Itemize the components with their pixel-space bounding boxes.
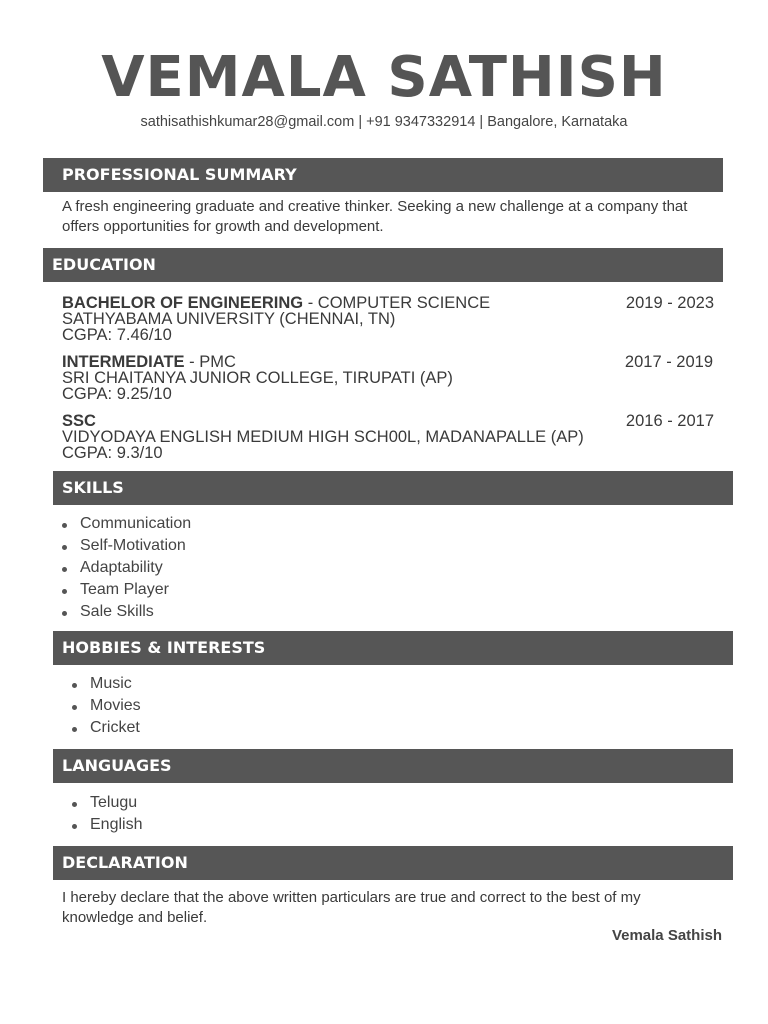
education-score: CGPA: 7.46/10 [62,326,172,344]
summary-text: A fresh engineering graduate and creative thinker. Seeking a new challenge at a company that offers opportunities for growth and development. [62,198,688,235]
section-title: SKILLS [62,478,124,497]
hobbies-list [71,673,141,739]
section-header-hobbies [53,631,733,665]
list-item: Telugu [71,792,142,814]
degree-field: - COMPUTER SCIENCE [303,294,491,312]
list-item: Self-Motivation [61,535,191,557]
section-title: LANGUAGES [62,756,172,775]
skills-list [61,513,191,623]
list-item: Movies [71,695,141,717]
institution-name: VIDYODAYA ENGLISH MEDIUM HIGH SCH00L, MADANAPALLE (AP) [62,428,584,446]
degree-name: INTERMEDIATE [62,353,185,371]
section-header-languages [53,749,733,783]
degree-name: BACHELOR OF ENGINEERING [62,294,304,312]
list-item: Sale Skills [61,601,191,623]
list-item: Music [71,673,141,695]
section-header-summary [43,158,723,192]
education-score: CGPA: 9.25/10 [62,385,172,403]
section-header-education [43,248,723,282]
section-title: EDUCATION [52,255,156,274]
section-header-declaration [53,846,733,880]
list-item: Team Player [61,579,191,601]
contact-info: sathisathishkumar28@gmail.com | +91 9347332914 | Bangalore, Karnataka [140,114,628,130]
list-item: Adaptability [61,557,191,579]
education-score: CGPA: 9.3/10 [62,444,163,462]
languages-list [71,792,142,836]
degree-field: - PMC [184,353,236,371]
list-item: Communication [61,513,191,535]
section-header-skills [53,471,733,505]
list-item: English [71,814,142,836]
degree-name: SSC [62,412,96,430]
declaration-text: I hereby declare that the above written particulars are true and correct to the best of my knowledge and belief. [62,889,641,926]
institution-name: SATHYABAMA UNIVERSITY (CHENNAI, TN) [62,310,396,328]
section-title: HOBBIES & INTERESTS [62,638,266,657]
education-years: 2017 - 2019 [624,353,713,371]
list-item: Cricket [71,717,141,739]
section-title: DECLARATION [62,853,188,872]
education-entry [62,295,714,343]
candidate-name: VEMALA SATHISH [101,45,667,110]
education-entry [62,354,713,402]
education-entry [62,413,714,461]
section-title: PROFESSIONAL SUMMARY [62,165,297,184]
institution-name: SRI CHAITANYA JUNIOR COLLEGE, TIRUPATI (AP) [62,369,453,387]
education-years: 2019 - 2023 [625,294,714,312]
education-years: 2016 - 2017 [625,412,714,430]
signature-name: Vemala Sathish [611,927,722,944]
